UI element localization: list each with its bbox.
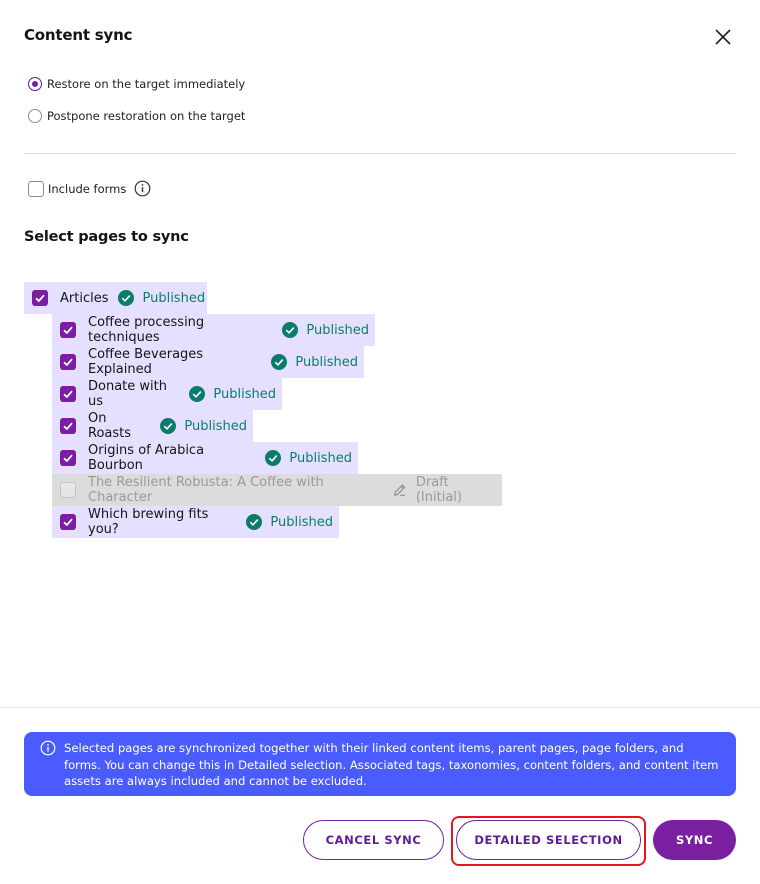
page-label: Origins of Arabica Bourbon (88, 443, 205, 473)
page-label: Articles (60, 290, 109, 306)
published-check-icon (189, 386, 205, 402)
page-item-on-roasts[interactable] (52, 410, 253, 442)
status-badge (160, 418, 247, 434)
checkmark-icon (62, 452, 74, 464)
published-check-icon (265, 450, 281, 466)
radio-label: Postpone restoration on the target (47, 109, 246, 123)
sync-button[interactable]: SYNC (653, 820, 736, 860)
radio-label: Restore on the target immediately (47, 77, 246, 91)
checkmark-icon (62, 516, 74, 528)
close-button[interactable] (712, 26, 734, 48)
divider (24, 153, 736, 154)
published-check-icon (271, 354, 287, 370)
status-label: Published (184, 418, 247, 434)
include-forms-row (28, 180, 151, 197)
status-label: Published (295, 354, 358, 370)
status-label: Draft (Initial) (415, 475, 462, 505)
checkmark-icon (62, 324, 74, 336)
checkmark-icon (62, 356, 74, 368)
status-label: Published (289, 450, 352, 466)
page-item-the-resilient-robusta (52, 474, 502, 506)
page-label: Donate with us (88, 379, 167, 409)
page-label: Which brewing fits you? (88, 507, 209, 537)
page-checkbox[interactable] (60, 386, 76, 402)
radio-restore-immediately[interactable] (28, 77, 245, 91)
status-badge (271, 354, 358, 370)
page-label: Coffee processing techniques (88, 315, 205, 345)
page-checkbox[interactable] (60, 322, 76, 338)
status-badge (118, 290, 205, 306)
page-item-which-brewing-fits-you[interactable] (52, 506, 339, 538)
include-forms-label: Include forms (48, 181, 127, 196)
radio-postpone-restoration[interactable] (28, 109, 245, 123)
radio-button[interactable] (28, 109, 42, 123)
status-badge (282, 322, 369, 338)
page-label: The Resilient Robusta: A Coffee with Character (88, 475, 324, 505)
page-item-donate-with-us[interactable] (52, 378, 282, 410)
select-pages-title: Select pages to sync (24, 229, 189, 245)
info-banner-text: Selected pages are synchronized together with their linked content items, parent pages, page folders, and forms. You can change this in Detailed selection. Associated tags, taxonomies, content folders, and content item assets are always included and cannot be excluded. (64, 741, 719, 788)
status-label: Published (142, 290, 206, 306)
page-item-origins-of-arabica-bourbon[interactable] (52, 442, 358, 474)
page-checkbox-disabled (60, 482, 76, 498)
page-item-articles[interactable] (24, 282, 207, 314)
page-checkbox[interactable] (60, 514, 76, 530)
status-label: Published (306, 322, 369, 338)
page-label: On Roasts (88, 411, 132, 441)
status-badge (246, 514, 333, 530)
page-item-coffee-processing-techniques[interactable] (52, 314, 375, 346)
checkmark-icon (34, 292, 46, 304)
checkmark-icon (62, 388, 74, 400)
info-icon (40, 740, 56, 756)
status-label: Published (213, 386, 276, 402)
dialog-title: Content sync (24, 26, 133, 44)
page-label: Coffee Beverages Explained (88, 347, 204, 377)
published-check-icon (160, 418, 176, 434)
cancel-sync-button[interactable]: CANCEL SYNC (303, 820, 444, 860)
published-check-icon (118, 290, 134, 306)
footer-divider (0, 707, 760, 708)
include-forms-checkbox[interactable] (28, 181, 44, 197)
status-label: Published (270, 514, 333, 530)
checkmark-icon (62, 420, 74, 432)
published-check-icon (282, 322, 298, 338)
page-checkbox[interactable] (60, 354, 76, 370)
status-badge (189, 386, 276, 402)
detailed-selection-button[interactable]: DETAILED SELECTION (456, 820, 641, 860)
page-checkbox[interactable] (32, 290, 48, 306)
page-checkbox[interactable] (60, 450, 76, 466)
info-icon[interactable] (134, 180, 151, 197)
status-badge (265, 450, 352, 466)
page-item-coffee-beverages-explained[interactable] (52, 346, 364, 378)
status-badge (392, 475, 496, 505)
info-banner (24, 732, 736, 796)
radio-button-selected[interactable] (28, 77, 42, 91)
published-check-icon (246, 514, 262, 530)
pencil-icon (392, 482, 407, 498)
close-icon (712, 26, 734, 48)
page-checkbox[interactable] (60, 418, 76, 434)
